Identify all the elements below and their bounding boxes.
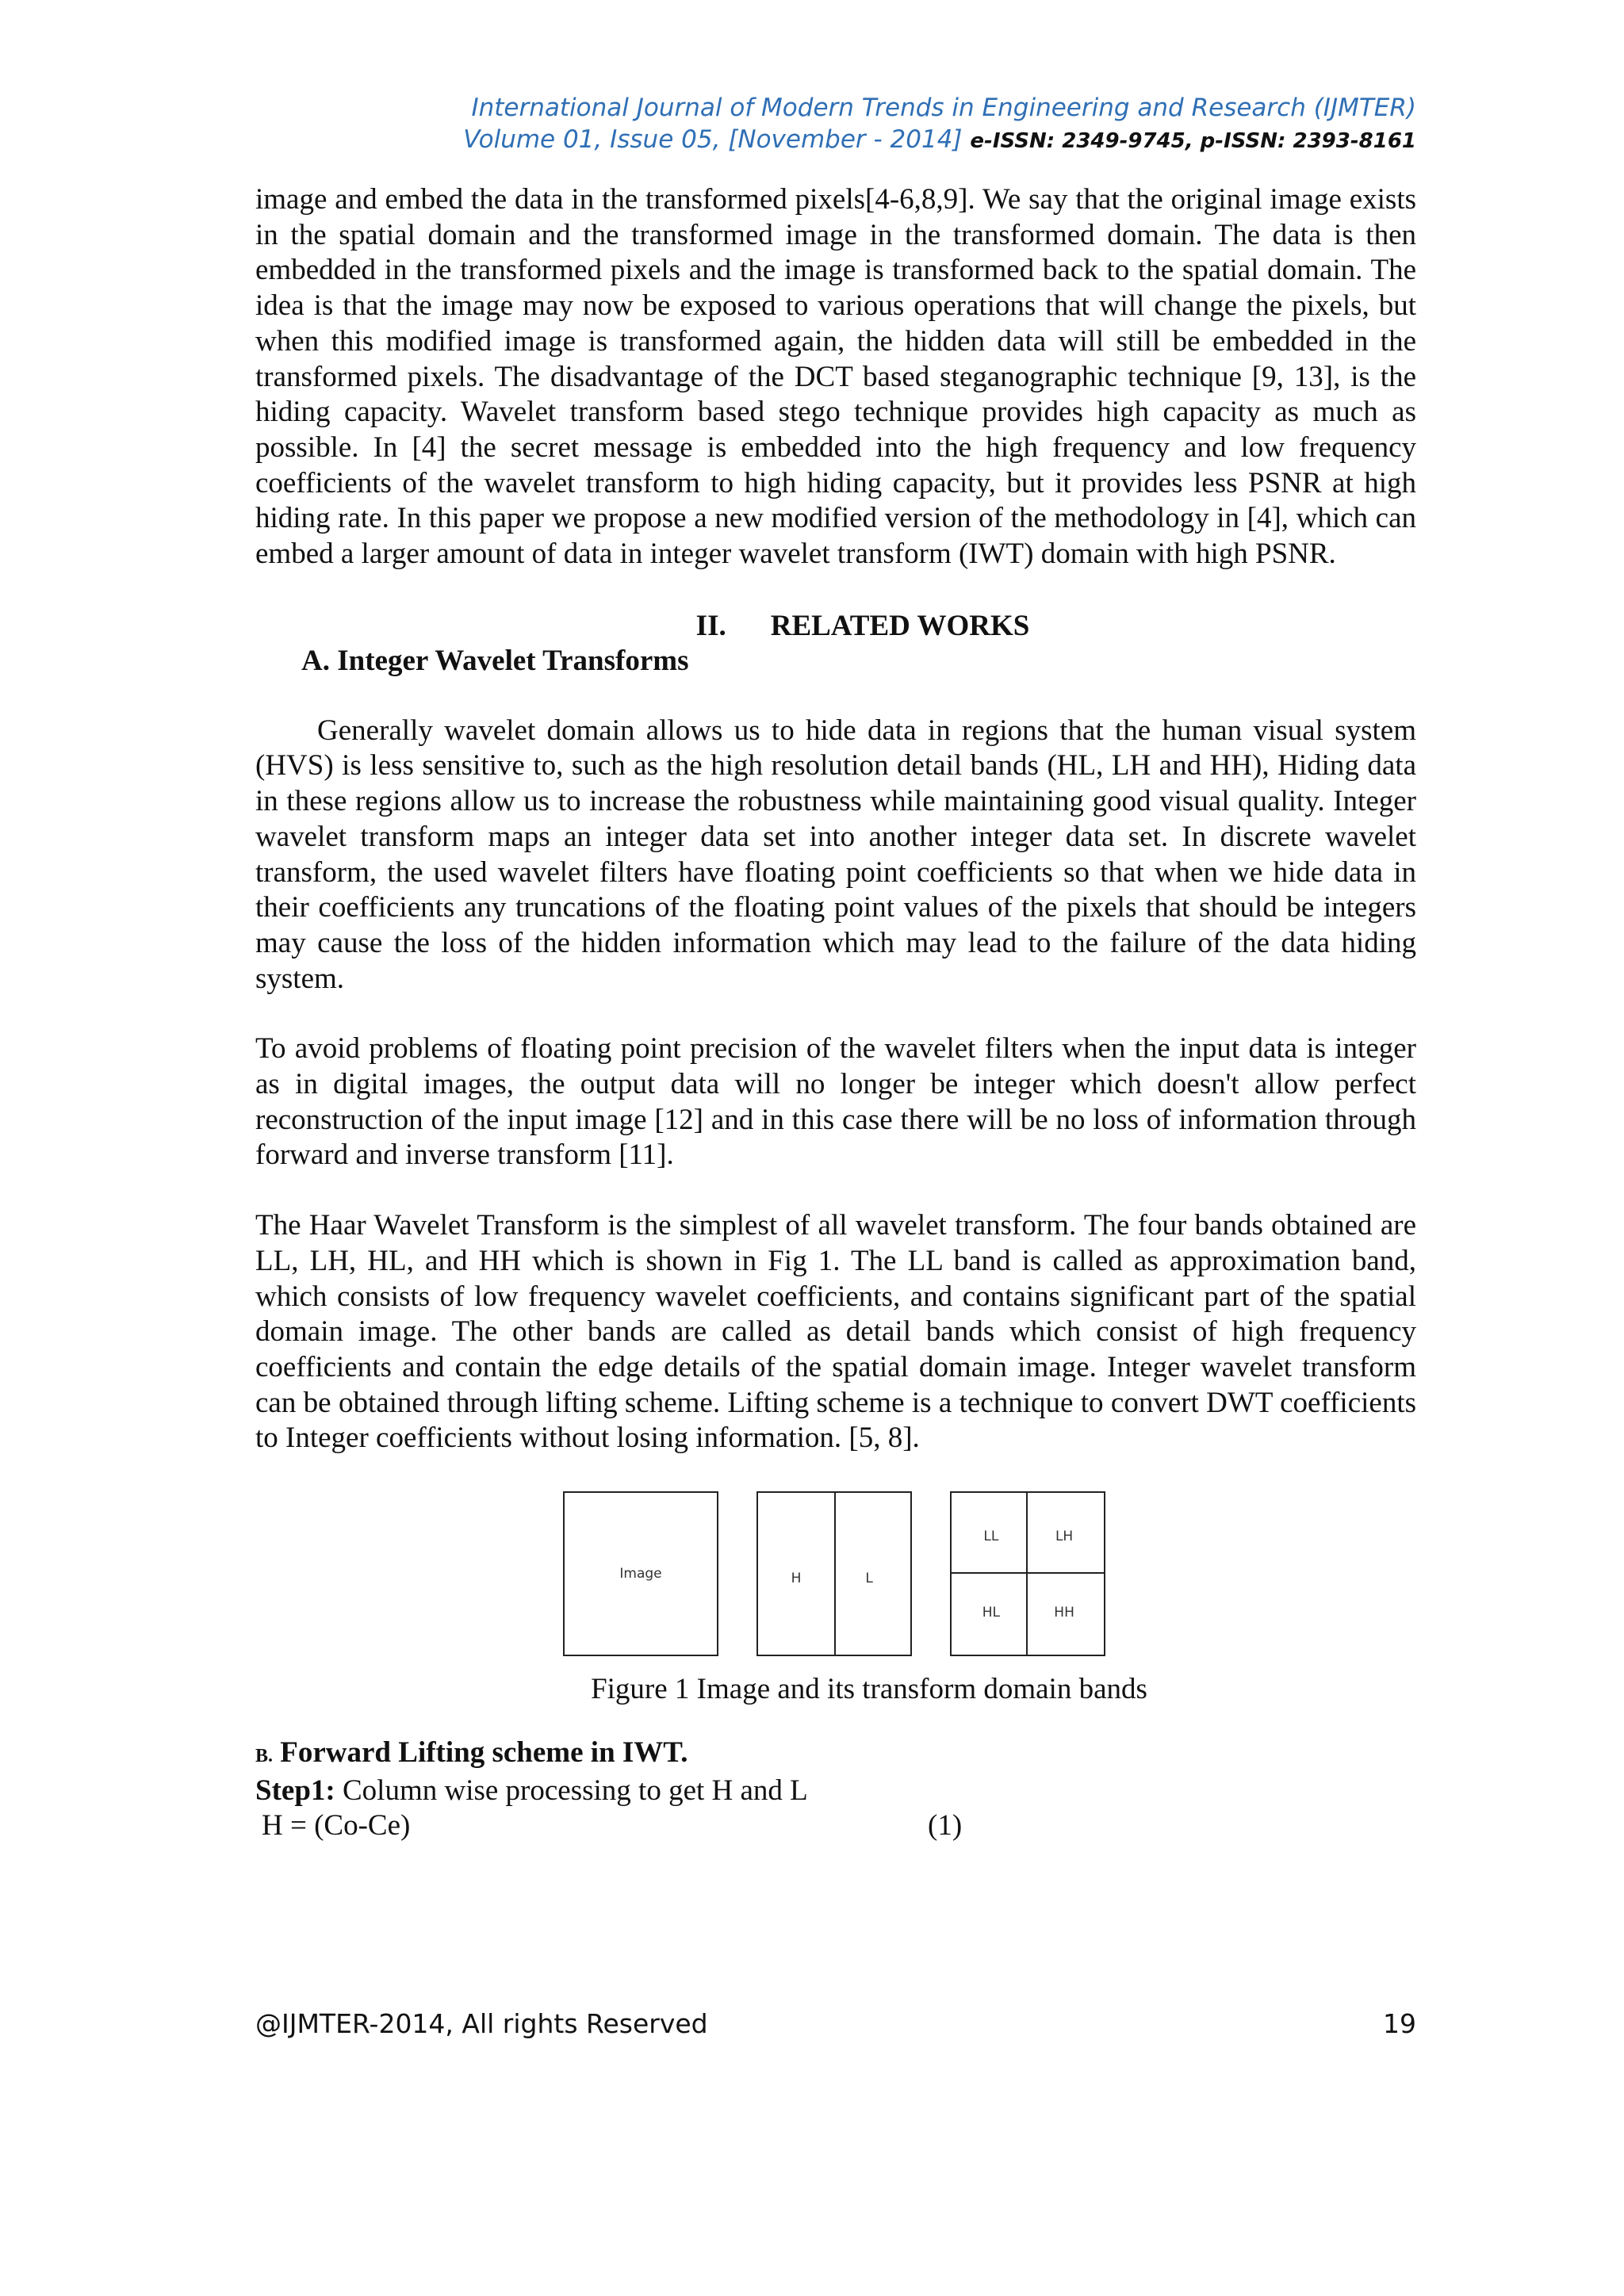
figure-bands-hdivider xyxy=(952,1572,1104,1574)
subsection-b-title: Forward Lifting scheme in IWT. xyxy=(280,1736,688,1770)
journal-volume: Volume 01, Issue 05, [November - 2014] xyxy=(463,125,963,154)
figure-hl-label: HL xyxy=(982,1605,1001,1621)
figure-1 xyxy=(255,1491,1416,1658)
figure-bands-vdivider xyxy=(1026,1493,1028,1655)
equation-1 xyxy=(255,1808,1416,1843)
figure-h-label: H xyxy=(791,1571,802,1587)
figure-bands-box xyxy=(950,1491,1105,1656)
figure-hl-split-box xyxy=(756,1491,912,1656)
journal-title: International Journal of Modern Trends in Engineering and Research (IJMTER) xyxy=(471,94,1416,122)
page-number: 19 xyxy=(1383,2008,1416,2039)
journal-header xyxy=(385,92,1416,157)
figure-caption: Figure 1 Image and its transform domain bands xyxy=(591,1673,1147,1706)
section-heading xyxy=(255,609,1416,644)
paper-body xyxy=(255,182,1416,1843)
footer-copyright: @IJMTER-2014, All rights Reserved xyxy=(255,2008,708,2039)
figure-l-label: L xyxy=(865,1571,873,1587)
figure-hh-label: HH xyxy=(1054,1605,1074,1621)
paragraph-wavelet-domain: Generally wavelet domain allows us to hide data in regions that the human visual system (HVS) is less sensitive to, such as the high resolution detail bands (HL, LH and HH), Hiding data in these regions allow us to increase the robustness while maintaining good visual quality. Integer wavelet transform maps an integer data set into another integer data set. In discrete wavelet transform, the used wavelet filters have floating point coefficients so that when we hide data in their coefficients any truncations of the floating point values of the pixels that should be integers may cause the loss of the hidden information which may lead to the failure of the data hiding system. xyxy=(255,714,1416,995)
subsection-b-heading xyxy=(255,1735,1416,1774)
paragraph-floating-point: To avoid problems of floating point precision of the wavelet filters when the input data is integer as in digital images, the output data will no longer be integer which doesn't allow perfect reconstruction of the input image [12] and in this case there will be no loss of information through forward and inverse transform [11]. xyxy=(255,1032,1416,1172)
section-title: RELATED WORKS xyxy=(770,609,1030,642)
step-text: Column wise processing to get H and L xyxy=(335,1774,808,1808)
equation-number: (1) xyxy=(928,1809,963,1843)
section-number: II. xyxy=(695,609,726,642)
figure-ll-label: LL xyxy=(983,1529,999,1545)
equation-text: H = (Co-Ce) xyxy=(262,1809,411,1843)
step-label: Step1: xyxy=(255,1774,335,1808)
figure-split-divider xyxy=(834,1493,836,1655)
journal-issn: e-ISSN: 2349-9745, p-ISSN: 2393-8161 xyxy=(970,129,1416,153)
paragraph-intro: image and embed the data in the transformed pixels[4-6,8,9]. We say that the original image exists in the spatial domain and the transformed image in the transformed domain. The data is then embedded in the transformed pixels and the image is transformed back to the spatial domain. The idea is that the image may now be exposed to various operations that will change the pixels, but when this modified image is transformed again, the hidden data will still be embedded in the transformed pixels. The disadvantage of the DCT based steganographic technique [9, 13], is the hiding capacity. Wavelet transform based stego technique provides high capacity as much as possible. In [4] the secret message is embedded into the high frequency and low frequency coefficients of the wavelet transform to high hiding capacity, but it provides less PSNR at high hiding rate. In this paper we propose a new modified version of the methodology in [4], which can embed a larger amount of data in integer wavelet transform (IWT) domain with high PSNR. xyxy=(255,183,1416,571)
journal-volume-line xyxy=(385,124,1416,157)
figure-image-label: Image xyxy=(619,1566,662,1582)
page-footer xyxy=(255,2008,1416,2040)
figure-lh-label: LH xyxy=(1055,1529,1074,1545)
paragraph-haar: The Haar Wavelet Transform is the simplest of all wavelet transform. The four bands obtained are LL, LH, HL, and HH which is shown in Fig 1. The LL band is called as approximation band, which consists of low frequency wavelet coefficients, and contains significant part of the spatial domain image. The other bands are called as detail bands which consist of high frequency coefficients and contain the edge details of the spatial domain image. Integer wavelet transform can be obtained through lifting scheme. Lifting scheme is a technique to convert DWT coefficients to Integer coefficients without losing information. [5, 8]. xyxy=(255,1209,1416,1455)
subsection-b-letter: B. xyxy=(255,1746,274,1767)
subsection-a-heading: A. Integer Wavelet Transforms xyxy=(301,644,689,677)
figure-image-box xyxy=(563,1491,718,1656)
step-line xyxy=(255,1774,1416,1808)
